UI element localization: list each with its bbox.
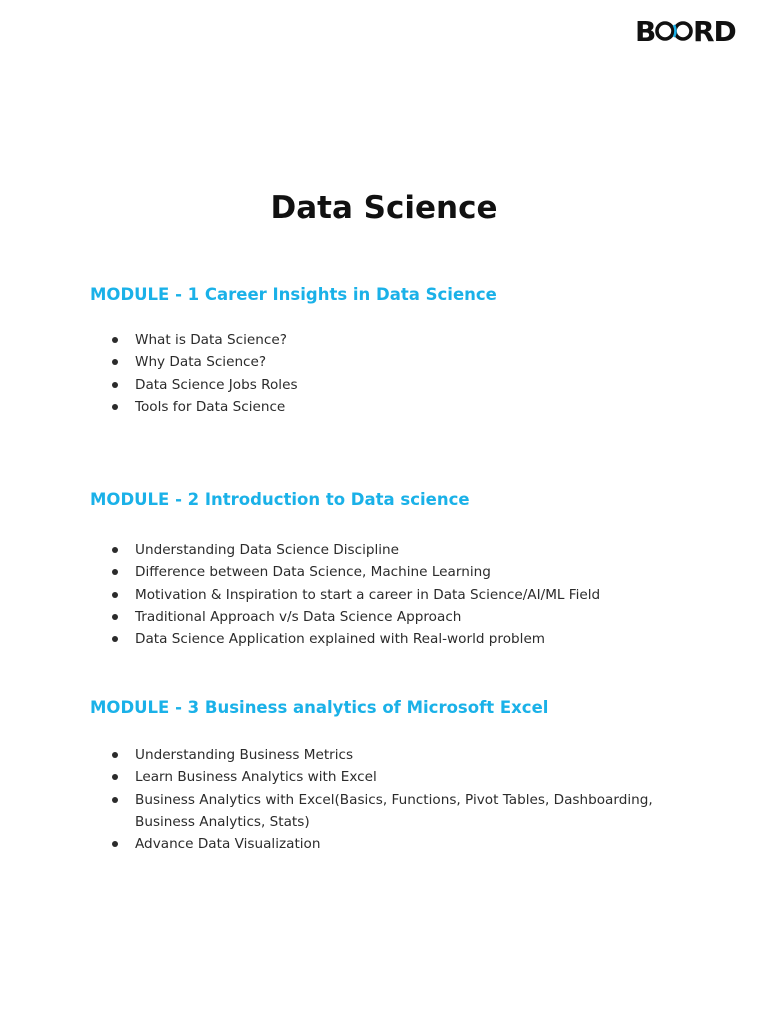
module-item-list xyxy=(90,744,710,855)
bullet-icon xyxy=(112,797,118,803)
list-item-text: Tools for Data Science xyxy=(135,398,286,415)
list-item xyxy=(90,561,710,583)
module-1 xyxy=(90,283,710,418)
list-item-text: Traditional Approach v/s Data Science Approach xyxy=(135,608,462,625)
list-item xyxy=(90,396,710,418)
module-3 xyxy=(90,696,710,855)
bullet-icon xyxy=(112,382,118,388)
bullet-icon xyxy=(112,547,118,553)
list-item xyxy=(90,584,710,606)
bullet-icon xyxy=(112,614,118,620)
svg-text:RD: RD xyxy=(693,15,736,46)
list-item xyxy=(90,329,710,351)
module-heading: MODULE - 2 Introduction to Data science xyxy=(90,490,470,509)
list-item-text: Learn Business Analytics with Excel xyxy=(135,769,377,786)
list-item xyxy=(90,374,710,396)
board-logo-icon xyxy=(635,14,745,46)
bullet-icon xyxy=(112,752,118,758)
module-heading: MODULE - 3 Business analytics of Microsoft Excel xyxy=(90,698,549,717)
bullet-icon xyxy=(112,636,118,642)
bullet-icon xyxy=(112,404,118,410)
list-item-text: Why Data Science? xyxy=(135,354,267,371)
list-item xyxy=(90,606,710,628)
board-logo xyxy=(635,14,745,46)
bullet-icon xyxy=(112,337,118,343)
list-item xyxy=(90,789,710,834)
document-title: Data Science xyxy=(270,190,498,226)
list-item-text: Motivation & Inspiration to start a career in Data Science/AI/ML Field xyxy=(135,586,601,603)
list-item-text: What is Data Science? xyxy=(135,332,287,348)
list-item xyxy=(90,351,710,373)
list-item-text: Advance Data Visualization xyxy=(135,836,321,853)
module-2 xyxy=(90,488,710,650)
module-heading: MODULE - 1 Career Insights in Data Science xyxy=(90,285,497,304)
list-item xyxy=(90,833,710,855)
list-item xyxy=(90,628,710,650)
bullet-icon xyxy=(112,569,118,575)
list-item-text: Difference between Data Science, Machine Learning xyxy=(135,564,491,581)
module-item-list xyxy=(90,539,710,650)
bullet-icon xyxy=(112,592,118,598)
list-item-text: Understanding Data Science Discipline xyxy=(135,542,400,558)
list-item xyxy=(90,744,710,766)
list-item xyxy=(90,766,710,788)
list-item-text: Business Analytics with Excel(Basics, Functions, Pivot Tables, Dashboarding, Business Analytics, Stats) xyxy=(135,791,653,830)
list-item-text: Data Science Application explained with Real-world problem xyxy=(135,631,546,648)
bullet-icon xyxy=(112,774,118,780)
bullet-icon xyxy=(112,841,118,847)
module-item-list xyxy=(90,329,710,418)
list-item-text: Data Science Jobs Roles xyxy=(135,376,298,393)
bullet-icon xyxy=(112,359,118,365)
svg-text:B: B xyxy=(635,15,656,46)
list-item-text: Understanding Business Metrics xyxy=(135,747,354,763)
list-item xyxy=(90,539,710,561)
